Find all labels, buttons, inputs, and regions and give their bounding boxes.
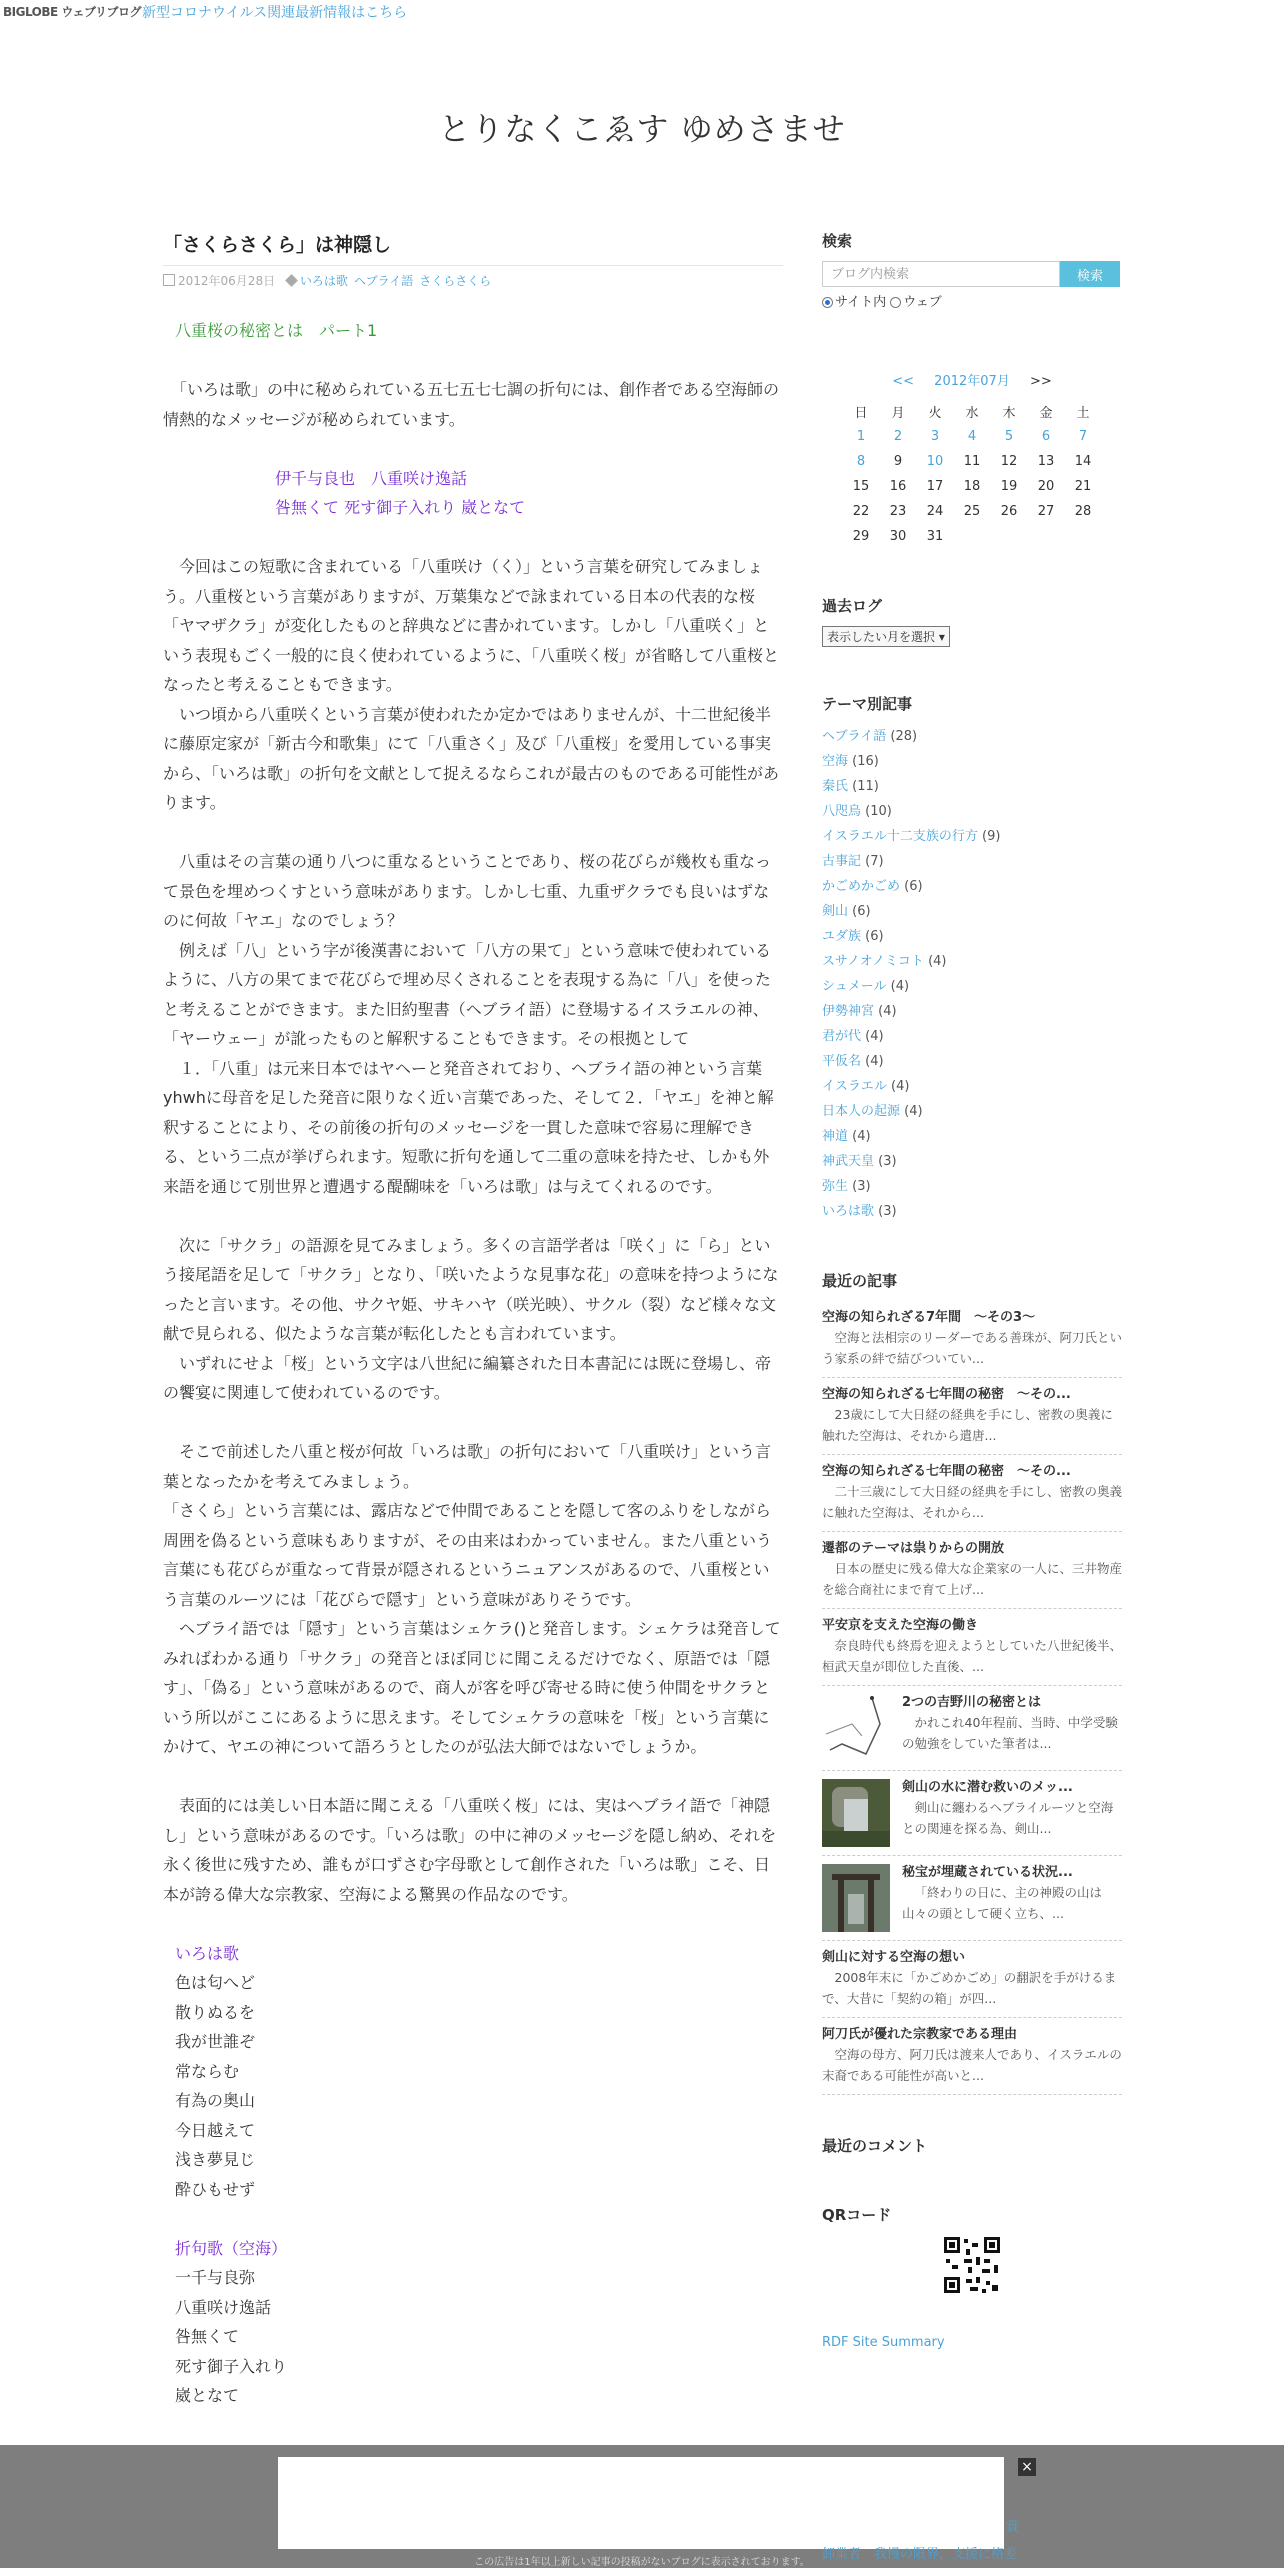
recent-item[interactable] bbox=[822, 1378, 1122, 1455]
recent-title-link[interactable]: 阿刀氏が優れた宗教家である理由 bbox=[822, 2027, 1018, 2042]
theme-item bbox=[822, 849, 1122, 874]
calendar-day-link[interactable]: 7 bbox=[1078, 429, 1088, 444]
qr-code bbox=[942, 2235, 1002, 2295]
poem-line: 伊千与良也 八重咲け逸話 bbox=[275, 468, 468, 488]
thumbnail-image[interactable] bbox=[822, 1779, 890, 1847]
theme-link[interactable]: イスラエル十二支族の行方 bbox=[822, 829, 978, 844]
recent-list bbox=[822, 1301, 1122, 2095]
recent-item[interactable] bbox=[822, 1609, 1122, 1686]
footer-link[interactable]: 賞 bbox=[1006, 2520, 1020, 2535]
paragraph: 「さくら」という言葉には、露店などで仲間であることを隠して客のふりをしながら周囲を偽るという意味もありますが、その由来はわかっていません。また八重という言葉にも花びらが重なって背景が隠されるというニュアンスがあるので、八重桜という言葉のルーツには「花びらで隠す」という意味がありそうです。 bbox=[163, 1501, 772, 1609]
calendar-next[interactable]: >> bbox=[1029, 374, 1052, 389]
poem-line: 咎無くて bbox=[175, 2327, 240, 2346]
calendar-weekday: 火 bbox=[928, 406, 942, 421]
recent-description: 「終わりの日に、主の神殿の山は山々の頭として硬く立ち、... bbox=[902, 1885, 1103, 1921]
theme-count: (28) bbox=[890, 729, 918, 744]
calendar-day: 28 bbox=[1074, 504, 1092, 519]
recent-description: 空海の母方、阿刀氏は渡来人であり、イスラエルの末裔である可能性が高いと... bbox=[822, 2047, 1122, 2083]
calendar-day bbox=[843, 449, 880, 474]
recent-item[interactable] bbox=[822, 2018, 1122, 2095]
theme-count: (9) bbox=[982, 829, 1001, 844]
paragraph: いつ頃から八重咲くという言葉が使われたか定かではありませんが、十二世紀後半に藤原定家が「新古今和歌集」にて「八重さく」及び「八重桜」を愛用している事実から、「いろは歌」の折句を文献として捉えるならこれが最古のものである可能性があります。 bbox=[163, 704, 780, 812]
recent-title-link[interactable]: 剣山の水に潜む救いのメッ... bbox=[902, 1780, 1073, 1795]
recent-title-link[interactable]: 空海の知られざる7年間 ～その3～ bbox=[822, 1310, 1036, 1325]
paragraph: いずれにせよ「桜」という文字は八世紀に編纂された日本書記には既に登場し、帝の饗宴に関連して使われているのです。 bbox=[163, 1353, 772, 1402]
calendar-weekday: 木 bbox=[1002, 406, 1016, 421]
paragraph: 今回はこの短歌に含まれている「八重咲け（く）」という言葉を研究してみましょう。八重桜という言葉がありますが、万葉集などで詠まれている日本の代表的な桜「ヤマザクラ」が変化したものと辞典などに書かれています。しかし「八重咲く」という表現もごく一般的に良く使われているように、「八重咲く桜」が省略して八重桜となったと考えることもできます。 bbox=[163, 557, 780, 694]
theme-link[interactable]: 八咫烏 bbox=[822, 804, 862, 819]
calendar-day-link[interactable]: 4 bbox=[967, 429, 977, 444]
poem-line: 咎無くて 死す御子入れり 崴となて bbox=[275, 498, 526, 517]
calendar-day: 15 bbox=[852, 479, 870, 494]
calendar-weekday: 日 bbox=[854, 406, 868, 421]
calendar-day bbox=[991, 424, 1028, 449]
footer-link[interactable]: 卸業者 我慢の限界，支援に格差 bbox=[822, 2547, 1018, 2562]
calendar-day: 29 bbox=[852, 529, 870, 544]
section-heading: 八重桜の秘密とは パート1 bbox=[175, 321, 378, 340]
tag-link[interactable]: さくらさくら bbox=[419, 274, 492, 288]
calendar-day: 27 bbox=[1037, 504, 1055, 519]
recent-description: 空海と法相宗のリーダーである善珠が、阿刀氏という家系の絆で結びついてい... bbox=[822, 1330, 1123, 1366]
theme-count: (4) bbox=[890, 979, 910, 994]
theme-item bbox=[822, 1024, 1122, 1049]
theme-count: (4) bbox=[904, 1104, 923, 1119]
calendar-day: 13 bbox=[1037, 454, 1055, 469]
theme-count: (11) bbox=[852, 779, 879, 794]
recent-title-link[interactable]: 2つの吉野川の秘密とは bbox=[902, 1695, 1042, 1710]
theme-item bbox=[822, 924, 1122, 949]
calendar-day: 19 bbox=[1000, 479, 1018, 494]
theme-link[interactable]: かごめかごめ bbox=[822, 879, 901, 894]
search-form bbox=[822, 261, 1122, 287]
recent-description: 剣山に纏わるヘブライルーツと空海との関連を探る為、剣山... bbox=[902, 1800, 1114, 1836]
theme-link[interactable]: ヘブライ語 bbox=[822, 729, 887, 744]
calendar-day: 31 bbox=[926, 529, 944, 544]
theme-count: (4) bbox=[852, 1129, 871, 1144]
calendar-day: 21 bbox=[1074, 479, 1092, 494]
theme-item bbox=[822, 1074, 1122, 1099]
theme-item bbox=[822, 1124, 1122, 1149]
calendar-day-link[interactable]: 5 bbox=[1004, 429, 1014, 444]
theme-count: (3) bbox=[878, 1154, 897, 1169]
calendar-day: 24 bbox=[926, 504, 944, 519]
theme-link[interactable]: 弥生 bbox=[822, 1179, 849, 1194]
radio-web-label: ウェブ bbox=[903, 295, 942, 310]
theme-link[interactable]: シュメール bbox=[822, 979, 887, 994]
main-article bbox=[163, 230, 783, 2411]
post-title[interactable]: 「さくらさくら」は神隠し bbox=[163, 230, 783, 266]
poem-line: 浅き夢見じ bbox=[175, 2150, 256, 2169]
theme-link[interactable]: 神道 bbox=[822, 1129, 849, 1144]
theme-item bbox=[822, 1199, 1122, 1224]
calendar-day: 26 bbox=[1000, 504, 1018, 519]
calendar-day-link[interactable]: 6 bbox=[1041, 429, 1051, 444]
theme-count: (4) bbox=[928, 954, 947, 969]
theme-item bbox=[822, 974, 1122, 999]
recent-title-link[interactable]: 秘宝が埋蔵されている状況... bbox=[902, 1865, 1073, 1880]
recent-description: 二十三歳にして大日経の経典を手にし、密教の奥義に触れた空海は、それから... bbox=[822, 1484, 1123, 1520]
theme-count: (3) bbox=[852, 1179, 871, 1194]
theme-link[interactable]: 日本人の起源 bbox=[822, 1104, 901, 1119]
calendar bbox=[843, 399, 1102, 549]
theme-count: (7) bbox=[865, 854, 884, 869]
archive-title: 過去ログ bbox=[822, 597, 883, 615]
radio-site[interactable] bbox=[822, 297, 833, 308]
theme-link[interactable]: 秦氏 bbox=[822, 779, 849, 794]
theme-item bbox=[822, 949, 1122, 974]
theme-item bbox=[822, 1174, 1122, 1199]
calendar-empty bbox=[991, 524, 1028, 549]
calendar-day bbox=[880, 424, 917, 449]
theme-link[interactable]: 剣山 bbox=[822, 904, 849, 919]
recent-item[interactable] bbox=[822, 1941, 1122, 2018]
poem-line: 我が世誰ぞ bbox=[175, 2032, 256, 2051]
recent-description: 2008年末に「かごめかごめ」の翻訳を手がけるまで、大昔に「契約の箱」が四... bbox=[822, 1970, 1117, 2006]
paragraph: 表面的には美しい日本語に聞こえる「八重咲く桜」には、実はヘブライ語で「神隠し」という意味があるのです。「いろは歌」の中に神のメッセージを隠し納め、それを永く後世に残すため、誰もが口ずさむ字母歌として創作された「いろは歌」こそ、日本が誇る偉大な宗教家、空海による驚異の作品なのです。 bbox=[163, 1796, 777, 1904]
ad-banner[interactable] bbox=[278, 2457, 1004, 2549]
theme-count: (10) bbox=[865, 804, 892, 819]
calendar-day: 9 bbox=[893, 454, 903, 469]
theme-link[interactable]: 古事記 bbox=[822, 854, 862, 869]
calendar-prev[interactable]: << bbox=[892, 374, 915, 389]
search-input[interactable] bbox=[822, 261, 1060, 287]
rdf-link[interactable]: RDF Site Summary bbox=[822, 2335, 945, 2350]
ad-overlay bbox=[0, 2445, 1284, 2568]
calendar-weekday: 金 bbox=[1039, 406, 1053, 421]
calendar-day bbox=[1028, 424, 1065, 449]
calendar-day: 23 bbox=[889, 504, 907, 519]
theme-item bbox=[822, 824, 1122, 849]
calendar-day: 20 bbox=[1037, 479, 1055, 494]
calendar-day: 12 bbox=[1000, 454, 1018, 469]
paragraph: 次に「サクラ」の語源を見てみましょう。多くの言語学者は「咲く」に「ら」という接尾語を足して「サクラ」となり、「咲いたような見事な花」の意味を持つようになったと言います。その他、サクヤ姫、サキハヤ（咲光映）、サクル（裂）など様々な文献で見られる、似たような言葉が転化したとも言われています。 bbox=[163, 1235, 779, 1343]
theme-item bbox=[822, 749, 1122, 774]
covid-info-link[interactable]: 新型コロナウイルス関連最新情報はこちら bbox=[142, 5, 408, 21]
poem-line: 色は匂へど bbox=[175, 1973, 256, 1992]
calendar-weekday: 土 bbox=[1076, 406, 1090, 421]
calendar-empty bbox=[1065, 524, 1102, 549]
sidebar bbox=[822, 230, 1122, 2350]
ad-note: この広告は1年以上新しい記事の投稿がないブログに表示されております。 bbox=[474, 2557, 810, 2568]
calendar-day: 30 bbox=[889, 529, 907, 544]
calendar-day-link[interactable]: 1 bbox=[856, 429, 866, 444]
tag-link[interactable]: いろは歌 bbox=[299, 274, 348, 288]
calendar-day-link[interactable]: 3 bbox=[930, 429, 940, 444]
themes-title: テーマ別記事 bbox=[822, 695, 913, 713]
calendar-day: 22 bbox=[852, 504, 870, 519]
recent-title-link[interactable]: 平安京を支えた空海の働き bbox=[822, 1618, 979, 1633]
search-title: 検索 bbox=[822, 232, 853, 250]
recent-title-link[interactable]: 空海の知られざる七年間の秘密 ～その... bbox=[822, 1464, 1071, 1479]
calendar-weekday: 水 bbox=[965, 406, 979, 421]
theme-item bbox=[822, 874, 1122, 899]
calendar-day bbox=[954, 424, 991, 449]
calendar-day: 14 bbox=[1074, 454, 1092, 469]
search-button[interactable]: 検索 bbox=[1060, 261, 1120, 287]
paragraph: そこで前述した八重と桜が何故「いろは歌」の折句において「八重咲け」という言葉となったかを考えてみましょう。 bbox=[163, 1442, 772, 1491]
theme-item bbox=[822, 999, 1122, 1024]
calendar-day-link[interactable]: 8 bbox=[856, 454, 866, 469]
theme-link[interactable]: いろは歌 bbox=[822, 1204, 875, 1219]
recent-description: 日本の歴史に残る偉大な企業家の一人に、三井物産を総合商社にまで育て上げ... bbox=[822, 1561, 1123, 1597]
theme-item bbox=[822, 724, 1122, 749]
theme-link[interactable]: 神武天皇 bbox=[822, 1154, 875, 1169]
theme-link[interactable]: ユダ族 bbox=[822, 929, 862, 944]
recent-item[interactable] bbox=[822, 1532, 1122, 1609]
archive-select[interactable]: 表示したい月を選択 ▾ bbox=[822, 626, 950, 647]
paragraph: 「いろは歌」の中に秘められている五七五七七調の折句には、創作者である空海師の情熱的なメッセージが秘められています。 bbox=[163, 380, 780, 429]
theme-list bbox=[822, 724, 1122, 1224]
paragraph: 例えば「八」という字が後漢書において「八方の果て」という意味で使われているように、八方の果てまで花びらで埋め尽くされることを表現する為に「八」を使ったと考えることができます。また旧約聖書（ヘブライ語）に登場するイスラエルの神、「ヤーウェー」が訛ったものと解釈することもできます。その根拠として bbox=[163, 940, 772, 1048]
radio-web[interactable] bbox=[890, 297, 901, 308]
post-date: 2012年06月28日 bbox=[178, 274, 276, 288]
poem-line: 有為の奥山 bbox=[175, 2091, 256, 2110]
calendar-day: 25 bbox=[963, 504, 981, 519]
theme-count: (6) bbox=[852, 904, 871, 919]
recent-title-link[interactable]: 遷都のテーマは祟りからの開放 bbox=[822, 1541, 1005, 1556]
calendar-month[interactable]: 2012年07月 bbox=[934, 374, 1010, 389]
calendar-day bbox=[843, 424, 880, 449]
qr-title: QRコード bbox=[822, 2206, 892, 2224]
recent-item[interactable] bbox=[822, 1771, 1122, 1856]
theme-count: (6) bbox=[904, 879, 923, 894]
recent-item[interactable] bbox=[822, 1686, 1122, 1771]
theme-link[interactable]: 空海 bbox=[822, 754, 849, 769]
recent-description: 奈良時代も終焉を迎えようとしていた八世紀後半、桓武天皇が即位した直後、... bbox=[822, 1638, 1123, 1674]
theme-item bbox=[822, 1099, 1122, 1124]
calendar-day: 18 bbox=[963, 479, 981, 494]
calendar-empty bbox=[1028, 524, 1065, 549]
oriku-title: 折句歌（空海） bbox=[175, 2238, 288, 2258]
paragraph: ヘブライ語では「隠す」という言葉はシェケラ()と発音します。シェケラは発音してみればわかる通り「サクラ」の発音とほぼ同じに聞こえるだけでなく、原語では「隠す」、「偽る」という意味があるので、商人が客を呼び寄せる時に使う仲間をサクラという所以がここにあるように思えます。そしてシェケラの意味を「桜」という言葉にかけて、ヤエの神について語ろうとしたのが弘法大師ではないでしょうか。 bbox=[163, 1619, 781, 1756]
recent-item[interactable] bbox=[822, 1301, 1122, 1378]
theme-count: (4) bbox=[865, 1029, 884, 1044]
calendar-day bbox=[1065, 424, 1102, 449]
logo-suffix: ウェブリブログ bbox=[61, 5, 141, 19]
poem-line: 一千与良弥 bbox=[175, 2268, 256, 2287]
radio-site-label: サイト内 bbox=[835, 295, 887, 310]
calendar-day: 16 bbox=[889, 479, 907, 494]
theme-item bbox=[822, 799, 1122, 824]
theme-item bbox=[822, 899, 1122, 924]
calendar-weekday: 月 bbox=[891, 406, 905, 421]
recent-item[interactable] bbox=[822, 1856, 1122, 1941]
theme-link[interactable]: 伊勢神宮 bbox=[822, 1004, 875, 1019]
poem-line: 常ならむ bbox=[175, 2061, 240, 2081]
thumbnail-image[interactable] bbox=[822, 1694, 890, 1762]
tag-link[interactable]: ヘブライ語 bbox=[353, 274, 414, 288]
site-title[interactable]: とりなくこゑす ゆめさませ bbox=[438, 110, 846, 148]
poem-line: 酔ひもせず bbox=[175, 2179, 256, 2199]
theme-link[interactable]: イスラエル bbox=[822, 1079, 887, 1094]
biglobe-logo[interactable] bbox=[3, 3, 141, 20]
theme-item bbox=[822, 1049, 1122, 1074]
theme-count: (4) bbox=[878, 1004, 897, 1019]
post-meta bbox=[163, 272, 783, 289]
calendar-nav bbox=[822, 370, 1122, 389]
calendar-day bbox=[917, 449, 954, 474]
calendar-day bbox=[917, 424, 954, 449]
top-bar bbox=[0, 0, 1284, 22]
logo-text: BIGLOBE bbox=[3, 5, 58, 19]
theme-link[interactable]: スサノオノミコト bbox=[822, 954, 924, 969]
poem-line: 散りぬるを bbox=[175, 2002, 256, 2022]
search-scope bbox=[822, 291, 1122, 310]
theme-link[interactable]: 平仮名 bbox=[822, 1054, 862, 1069]
recent-title-link[interactable]: 剣山に対する空海の想い bbox=[822, 1950, 966, 1965]
poem-line: 八重咲け逸話 bbox=[175, 2297, 272, 2317]
recent-title-link[interactable]: 空海の知られざる七年間の秘密 ～その... bbox=[822, 1387, 1071, 1402]
recent-title: 最近の記事 bbox=[822, 1272, 898, 1290]
iroha-title: いろは歌 bbox=[175, 1943, 240, 1963]
theme-link[interactable]: 君が代 bbox=[822, 1029, 862, 1044]
poem-line: 死す御子入れり bbox=[175, 2356, 288, 2376]
theme-count: (4) bbox=[865, 1054, 884, 1069]
tag-icon bbox=[285, 274, 298, 287]
recent-description: 23歳にして大日経の経典を手にし、密教の奥義に触れた空海は、それから遣唐... bbox=[822, 1407, 1113, 1443]
theme-item bbox=[822, 1149, 1122, 1174]
calendar-day: 11 bbox=[963, 454, 981, 469]
calendar-icon bbox=[163, 274, 175, 286]
comments-title: 最近のコメント bbox=[822, 2137, 928, 2155]
paragraph: 八重はその言葉の通り八つに重なるということであり、桜の花びらが幾枚も重なって景色を埋めつくすという意味があります。しかし七重、九重ザクラでも良いはずなのに何故「ヤエ」なのでしょう？ bbox=[163, 852, 772, 930]
theme-count: (16) bbox=[852, 754, 879, 769]
calendar-day-link[interactable]: 10 bbox=[926, 454, 944, 469]
calendar-empty bbox=[954, 524, 991, 549]
poem-line: 今日越えて bbox=[175, 2120, 256, 2140]
paragraph: １．「八重」は元来日本ではヤヘーと発音されており、ヘブライ語の神という言葉yhwhに母音を足した発音に限りなく近い言葉であった、そして２．「ヤエ」を神と解釈することにより、その前後の折句のメッセージを一貫した意味で容易に理解できる、という二点が挙げられます。短歌に折句を通して二重の意味を持たせ、しかも外来語を通じて別世界と遭遇する醍醐味を「いろは歌」は与えてくれるのです。 bbox=[163, 1058, 774, 1196]
ad-close-button[interactable]: × bbox=[1018, 2458, 1036, 2476]
recent-description: かれこれ40年程前、当時、中学受験の勉強をしていた筆者は... bbox=[902, 1715, 1118, 1751]
theme-count: (6) bbox=[865, 929, 884, 944]
theme-item bbox=[822, 774, 1122, 799]
recent-item[interactable] bbox=[822, 1455, 1122, 1532]
calendar-day-link[interactable]: 2 bbox=[893, 429, 903, 444]
post-body bbox=[163, 316, 783, 2411]
thumbnail-image[interactable] bbox=[822, 1864, 890, 1932]
calendar-day: 17 bbox=[926, 479, 944, 494]
poem-line: 崴となて bbox=[175, 2386, 240, 2405]
theme-count: (3) bbox=[878, 1204, 897, 1219]
theme-count: (4) bbox=[891, 1079, 910, 1094]
